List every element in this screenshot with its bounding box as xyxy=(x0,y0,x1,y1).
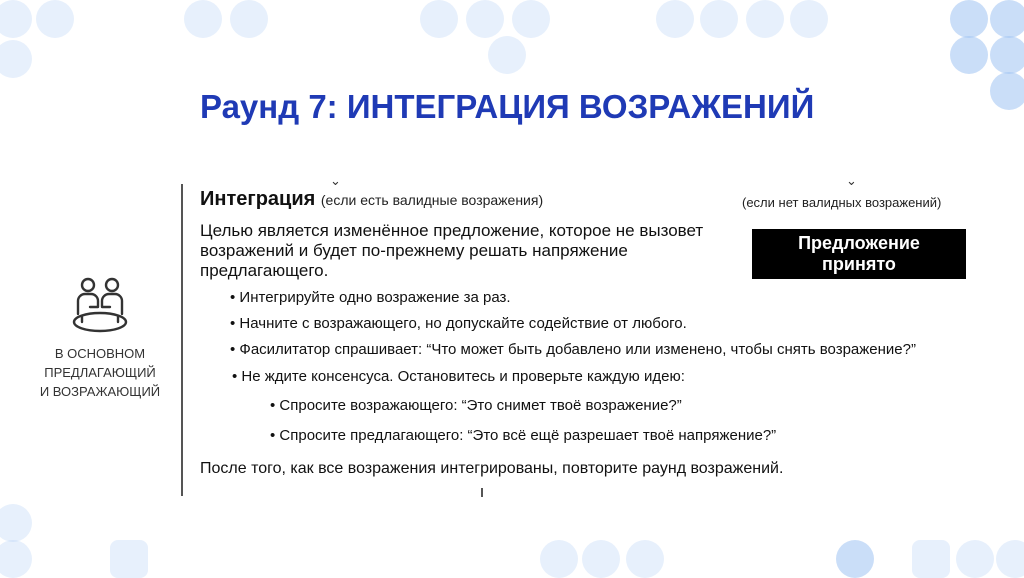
list-item: • Интегрируйте одно возражение за раз. xyxy=(230,289,511,306)
integration-title: Интеграция xyxy=(200,188,316,210)
list-item: • Фасилитатор спрашивает: “Что может быть добавлено или изменено, чтобы снять возражение?” xyxy=(230,341,916,358)
sub-list-item: • Спросите возражающего: “Это снимет твоё возражение?” xyxy=(270,397,682,414)
sub-list-item: • Спросите предлагающего: “Это всё ещё разрешает твоё напряжение?” xyxy=(270,427,777,444)
divider-line xyxy=(181,184,183,496)
list-item: • Начните с возражающего, но допускайте содействие от любого. xyxy=(230,315,687,332)
integration-goal: Целью является изменённое предложение, которое не вызовет возражений и будет по-прежнему решать напряжение предлагающего. xyxy=(200,221,704,280)
proposal-accepted-box: Предложение принято xyxy=(752,229,966,279)
divider-tick xyxy=(481,488,483,497)
after-integration-note: После того, как все возражения интегрированы, повторите раунд возражений. xyxy=(200,460,784,477)
integration-heading xyxy=(200,188,543,211)
integration-condition: (если есть валидные возражения) xyxy=(320,192,544,208)
list-item: • Не ждите консенсуса. Остановитесь и проверьте каждую идею: xyxy=(232,368,685,385)
slide-title: Раунд 7: ИНТЕГРАЦИЯ ВОЗРАЖЕНИЙ xyxy=(200,88,815,125)
people-at-table-icon xyxy=(68,276,132,340)
chevron-down-icon: ⌄ xyxy=(846,174,857,189)
no-objections-condition: (если нет валидных возражений) xyxy=(742,195,942,210)
role-label: В ОСНОВНОМ ПРЕДЛАГАЮЩИЙ И ВОЗРАЖАЮЩИЙ xyxy=(39,346,161,399)
chevron-down-icon: ⌄ xyxy=(330,174,341,189)
